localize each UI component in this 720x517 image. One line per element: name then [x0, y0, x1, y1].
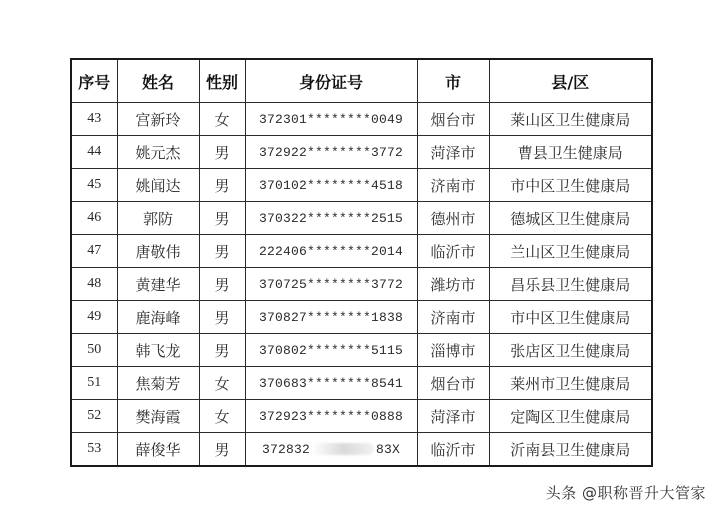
- cell-id-number: 372922********3772: [245, 136, 417, 169]
- cell-serial: 46: [71, 202, 117, 235]
- cell-city: 临沂市: [417, 235, 489, 268]
- table-row: [71, 433, 652, 467]
- cell-name: 鹿海峰: [117, 301, 199, 334]
- cell-county: 德城区卫生健康局: [489, 202, 652, 235]
- cell-county: 莱州市卫生健康局: [489, 367, 652, 400]
- cell-gender: 男: [199, 301, 245, 334]
- cell-name: 姚元杰: [117, 136, 199, 169]
- cell-id-number: 370802********5115: [245, 334, 417, 367]
- cell-serial: 44: [71, 136, 117, 169]
- header-id-number: 身份证号: [245, 59, 417, 103]
- cell-gender: 女: [199, 400, 245, 433]
- cell-serial: 51: [71, 367, 117, 400]
- cell-id-number: [245, 433, 417, 467]
- cell-id-number: 370322********2515: [245, 202, 417, 235]
- cell-county: 兰山区卫生健康局: [489, 235, 652, 268]
- table-row: [71, 334, 652, 367]
- cell-id-number: 372923********0888: [245, 400, 417, 433]
- cell-gender: 女: [199, 103, 245, 136]
- cell-name: 樊海霞: [117, 400, 199, 433]
- cell-city: 济南市: [417, 169, 489, 202]
- cell-city: 淄博市: [417, 334, 489, 367]
- cell-city: 烟台市: [417, 103, 489, 136]
- cell-id-number: 222406********2014: [245, 235, 417, 268]
- cell-gender: 男: [199, 136, 245, 169]
- cell-serial: 50: [71, 334, 117, 367]
- cell-id-number: 370725********3772: [245, 268, 417, 301]
- cell-city: 菏泽市: [417, 136, 489, 169]
- document-sheet: [70, 58, 653, 467]
- table-row: [71, 136, 652, 169]
- redaction-blur: [312, 443, 374, 455]
- cell-gender: 男: [199, 433, 245, 467]
- cell-county: 昌乐县卫生健康局: [489, 268, 652, 301]
- cell-gender: 女: [199, 367, 245, 400]
- cell-name: 郭防: [117, 202, 199, 235]
- table-row: [71, 400, 652, 433]
- cell-name: 薛俊华: [117, 433, 199, 467]
- table-header-row: [71, 59, 652, 103]
- cell-city: 德州市: [417, 202, 489, 235]
- source-watermark: 头条 @职称晋升大管家: [545, 484, 706, 502]
- header-serial: 序号: [71, 59, 117, 103]
- header-gender: 性别: [199, 59, 245, 103]
- cell-county: 张店区卫生健康局: [489, 334, 652, 367]
- cell-name: 姚闻达: [117, 169, 199, 202]
- cell-serial: 48: [71, 268, 117, 301]
- table-row: [71, 301, 652, 334]
- cell-id-number: 372301********0049: [245, 103, 417, 136]
- cell-serial: 52: [71, 400, 117, 433]
- cell-serial: 47: [71, 235, 117, 268]
- cell-name: 韩飞龙: [117, 334, 199, 367]
- cell-name: 黄建华: [117, 268, 199, 301]
- cell-county: 市中区卫生健康局: [489, 169, 652, 202]
- table-row: [71, 268, 652, 301]
- header-city: 市: [417, 59, 489, 103]
- cell-city: 烟台市: [417, 367, 489, 400]
- cell-city: 潍坊市: [417, 268, 489, 301]
- cell-county: 曹县卫生健康局: [489, 136, 652, 169]
- cell-id-number: 370683********8541: [245, 367, 417, 400]
- table-row: [71, 202, 652, 235]
- cell-county: 市中区卫生健康局: [489, 301, 652, 334]
- cell-serial: 53: [71, 433, 117, 467]
- cell-gender: 男: [199, 202, 245, 235]
- cell-gender: 男: [199, 268, 245, 301]
- personnel-table: [70, 58, 653, 467]
- cell-gender: 男: [199, 169, 245, 202]
- cell-name: 宫新玲: [117, 103, 199, 136]
- cell-serial: 43: [71, 103, 117, 136]
- cell-county: 沂南县卫生健康局: [489, 433, 652, 467]
- cell-id-number: 370102********4518: [245, 169, 417, 202]
- id-number-end: 83X: [376, 441, 401, 457]
- cell-city: 临沂市: [417, 433, 489, 467]
- cell-name: 焦菊芳: [117, 367, 199, 400]
- table-row: [71, 235, 652, 268]
- cell-county: 定陶区卫生健康局: [489, 400, 652, 433]
- cell-gender: 男: [199, 235, 245, 268]
- cell-id-number: 370827********1838: [245, 301, 417, 334]
- header-county: 县/区: [489, 59, 652, 103]
- cell-city: 济南市: [417, 301, 489, 334]
- cell-serial: 45: [71, 169, 117, 202]
- header-name: 姓名: [117, 59, 199, 103]
- cell-serial: 49: [71, 301, 117, 334]
- table-row: [71, 169, 652, 202]
- cell-name: 唐敬伟: [117, 235, 199, 268]
- cell-gender: 男: [199, 334, 245, 367]
- cell-city: 菏泽市: [417, 400, 489, 433]
- table-row: [71, 103, 652, 136]
- cell-county: 莱山区卫生健康局: [489, 103, 652, 136]
- id-number-start: 372832: [261, 441, 310, 457]
- table-row: [71, 367, 652, 400]
